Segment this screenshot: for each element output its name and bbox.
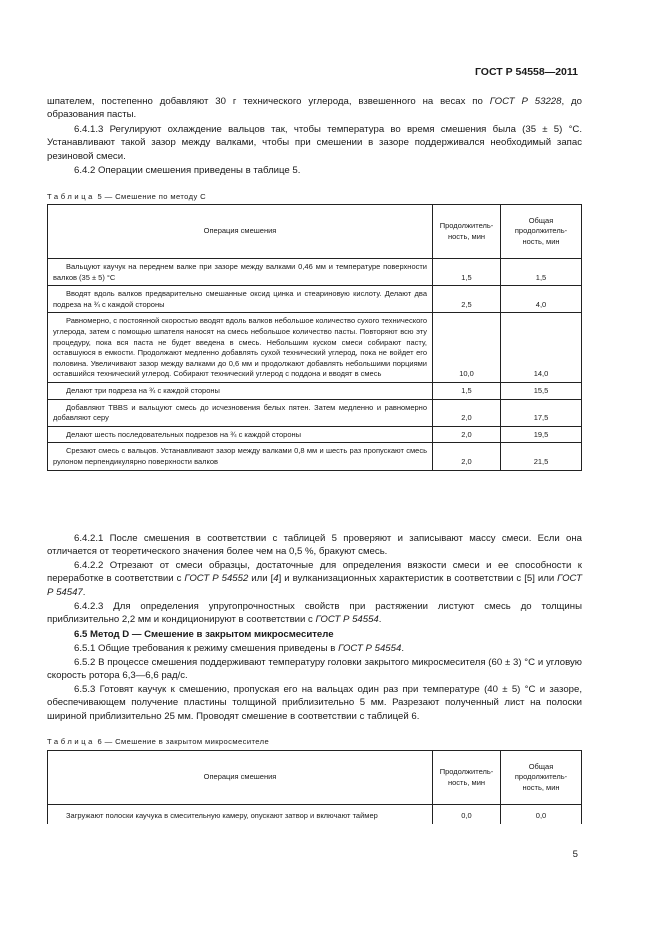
paragraph-6-5-1: 6.5.1 Общие требования к режиму смешения приведены в ГОСТ Р 54554. bbox=[74, 643, 404, 654]
row-duration: 10,0 bbox=[433, 313, 501, 383]
reference-gost: ГОСТ Р 54552 bbox=[184, 573, 249, 585]
row-duration: 1,5 bbox=[433, 259, 501, 286]
section-heading-6-5: 6.5 Метод D — Смешение в закрытом микросмесителе bbox=[74, 629, 334, 640]
paragraph-6-4-2-2: 6.4.2.2 Отрезают от смеси образцы, достаточные для определения вязкости смеси и ее способности к переработке в соответствии с ГОСТ Р 54552 или [4] и вулканизационных характеристик в соответствии с [5] или ГОСТ Р 54547. bbox=[47, 560, 583, 598]
row-total: 1,5 bbox=[501, 259, 582, 286]
row-total: 0,0 bbox=[501, 805, 582, 824]
table-6-caption: Таблица 6 — Смешение в закрытом микросмесителе bbox=[47, 737, 270, 746]
row-duration: 2,5 bbox=[433, 286, 501, 313]
paragraph-6-4-2-1: 6.4.2.1 После смешения в соответствии с таблицей 5 проверяют и записывают массу смеси. Если она отличается от теоретического значения более чем на 0,5 %, бракуют смесь. bbox=[47, 533, 582, 558]
row-duration: 2,0 bbox=[433, 399, 501, 426]
header-operation: Операция смешения bbox=[48, 751, 433, 805]
row-operation: Загружают полоски каучука в смесительную камеру, опускают затвор и включают таймер bbox=[48, 805, 433, 824]
table-row bbox=[48, 443, 582, 470]
reference-gost: ГОСТ Р 54547 bbox=[47, 573, 583, 598]
row-operation: Делают шесть последовательных подрезов на ¾ с каждой стороны bbox=[48, 426, 433, 443]
row-operation: Равномерно, с постоянной скоростью вводят вдоль валков небольшое количество сухого технического углерода, затем с помощью шпателя наносят на смесь небольшое количество пасты. Повторяют всю эту процедуру, пока вся паста не будет введена в смесь. Небольшим куском смеси собирают пасту, оставшуюся в емкости. Продолжают медленно добавлять сухой технический углерод, пока не войдет его половина. Увеличивают зазор между валками до 0,6 мм и продолжают добавлять небольшими порциями оставшийся технический углерод. Собирают технический углерод с поддона и вводят в смесь bbox=[48, 313, 433, 383]
table-6 bbox=[47, 750, 582, 824]
table-row bbox=[48, 426, 582, 443]
row-operation: Добавляют TBBS и вальцуют смесь до исчезновения белых пятен. Затем медленно и равномерно добавляют серу bbox=[48, 399, 433, 426]
header-operation: Операция смешения bbox=[48, 205, 433, 259]
row-total: 21,5 bbox=[501, 443, 582, 470]
row-duration: 0,0 bbox=[433, 805, 501, 824]
row-total: 15,5 bbox=[501, 382, 582, 399]
table-5 bbox=[47, 204, 582, 471]
row-operation: Вводят вдоль валков предварительно смешанные оксид цинка и стеариновую кислоту. Делают два подреза на ¾ с каждой стороны bbox=[48, 286, 433, 313]
table-row bbox=[48, 313, 582, 383]
row-operation: Делают три подреза на ¾ с каждой стороны bbox=[48, 382, 433, 399]
paragraph-continuation: шпателем, постепенно добавляют 30 г технического углерода, взвешенного на весах по ГОСТ Р 53228, до образования пасты. bbox=[47, 96, 582, 121]
reference-gost: ГОСТ Р 53228 bbox=[489, 96, 562, 107]
table-header-row bbox=[48, 205, 582, 259]
table-row bbox=[48, 259, 582, 286]
row-duration: 1,5 bbox=[433, 382, 501, 399]
row-total: 4,0 bbox=[501, 286, 582, 313]
table-row bbox=[48, 382, 582, 399]
row-duration: 2,0 bbox=[433, 426, 501, 443]
reference-gost: ГОСТ Р 54554 bbox=[315, 614, 379, 626]
table-row bbox=[48, 805, 582, 824]
table-row bbox=[48, 286, 582, 313]
standard-designation: ГОСТ Р 54558—2011 bbox=[474, 66, 578, 78]
header-duration: Продолжитель-ность, мин bbox=[433, 751, 501, 805]
table-row bbox=[48, 399, 582, 426]
row-operation: Вальцуют каучук на переднем валке при зазоре между валками 0,46 мм и температуре поверхности валков (35 ± 5) °С bbox=[48, 259, 433, 286]
row-total: 17,5 bbox=[501, 399, 582, 426]
paragraph-6-4-1-3: 6.4.1.3 Регулируют охлаждение вальцов так, чтобы температура во время смешения была (35 ± 5) °С. Устанавливают такой зазор между валками, чтобы при смешении в зазоре поддерживался необходимый запас резиновой смеси. bbox=[47, 124, 582, 162]
reference-bibliography: 4 bbox=[273, 573, 279, 585]
table-header-row bbox=[48, 751, 582, 805]
table-5-caption: Таблица 5 — Смешение по методу С bbox=[47, 192, 207, 201]
header-duration: Продолжитель-ность, мин bbox=[433, 205, 501, 259]
row-duration: 2,0 bbox=[433, 443, 501, 470]
row-operation: Срезают смесь с вальцов. Устанавливают зазор между валками 0,8 мм и шесть раз пропускают смесь рулоном перпендикулярно поверхности валков bbox=[48, 443, 433, 470]
row-total: 19,5 bbox=[501, 426, 582, 443]
header-total-duration: Общая продолжитель-ность, мин bbox=[501, 751, 582, 805]
paragraph-6-5-2: 6.5.2 В процессе смешения поддерживают температуру головки закрытого микросмесителя (60 ± 3) °С и угловую скорость ротора 6,3—6,6 рад/с. bbox=[47, 657, 582, 682]
paragraph-6-4-2: 6.4.2 Операции смешения приведены в таблице 5. bbox=[74, 165, 301, 176]
header-total-duration: Общая продолжитель-ность, мин bbox=[501, 205, 582, 259]
page-number: 5 bbox=[572, 849, 578, 860]
row-total: 14,0 bbox=[501, 313, 582, 383]
paragraph-6-5-3: 6.5.3 Готовят каучук к смешению, пропуская его на вальцах один раз при температуре (40 ± 5) °С и зазоре, обеспечивающем получение пластины толщиной приблизительно 5 мм. Разрезают полученный лист на полоски шириной приблизительно 25 мм. Проводят смешение в соответствии с таблицей 6. bbox=[47, 684, 582, 722]
reference-gost: ГОСТ Р 54554 bbox=[338, 643, 402, 654]
paragraph-6-4-2-3: 6.4.2.3 Для определения упругопрочностных свойств при растяжении листуют смесь до толщины приблизительно 2,2 мм и кондиционируют в соответствии с ГОСТ Р 54554. bbox=[47, 601, 582, 626]
